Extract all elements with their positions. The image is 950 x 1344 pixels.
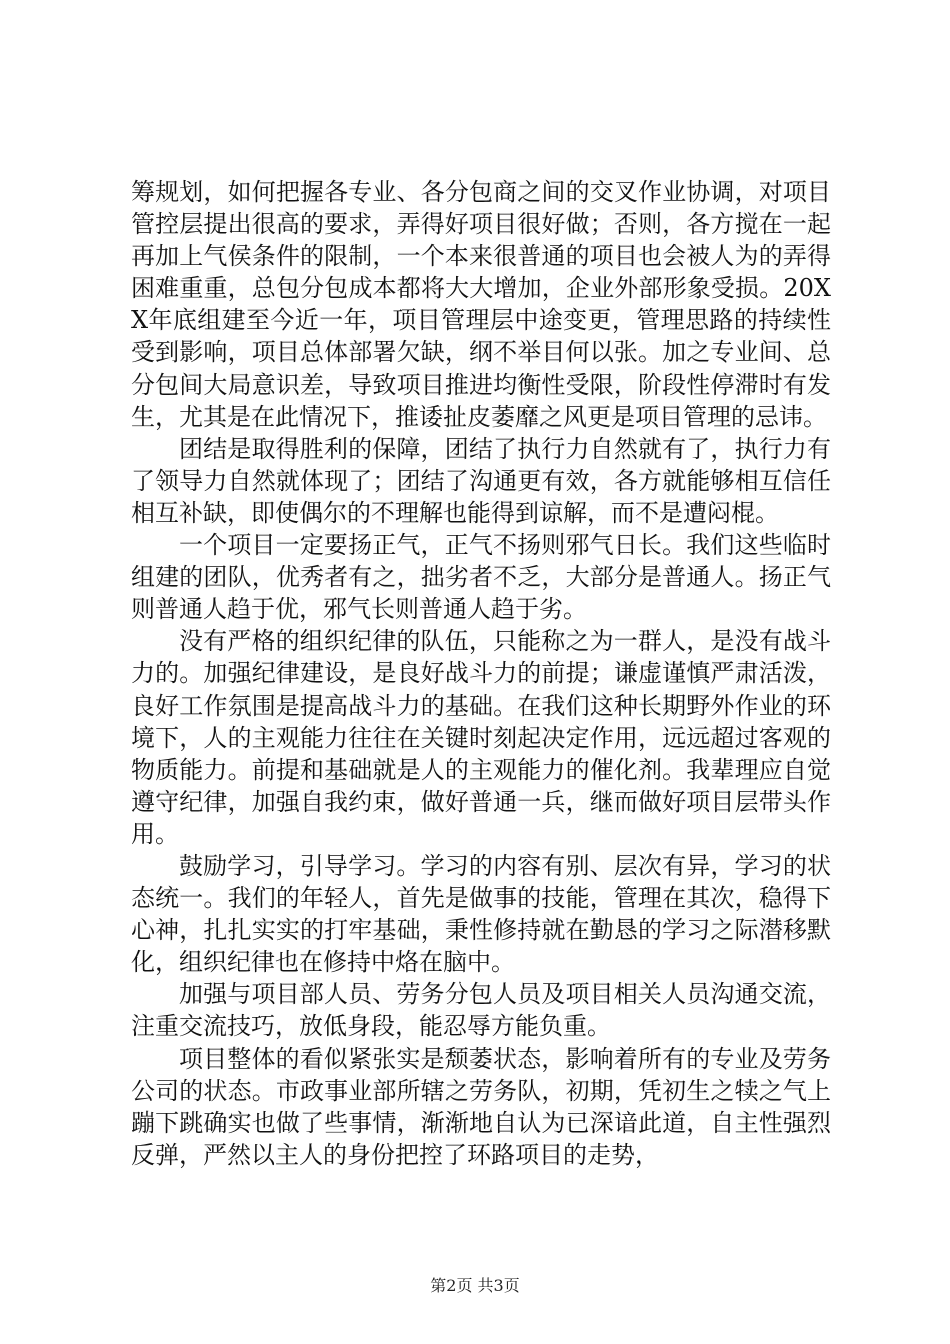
paragraph-7: 项目整体的看似紧张实是颓萎状态，影响着所有的专业及劳务公司的状态。市政事业部所辖之劳务队，初期，凭初生之犊之气上蹦下跳确实也做了些事情，渐渐地自认为已深谙此道，自主性强烈反弹，严然以主人的身份把控了环路项目的走势，	[131, 1044, 831, 1169]
paragraph-2: 团结是取得胜利的保障，团结了执行力自然就有了，执行力有了领导力自然就体现了；团结了沟通更有效，各方就能够相互信任相互补缺，即使偶尔的不理解也能得到谅解，而不是遭闷棍。	[131, 434, 831, 527]
document-body	[131, 176, 831, 1171]
paragraph-6: 加强与项目部人员、劳务分包人员及项目相关人员沟通交流，注重交流技巧，放低身段，能忍辱方能负重。	[131, 980, 831, 1041]
paragraph-4: 没有严格的组织纪律的队伍，只能称之为一群人，是没有战斗力的。加强纪律建设，是良好战斗力的前提；谦虚谨慎严肃活泼，良好工作氛围是提高战斗力的基础。在我们这种长期野外作业的环境下，人的主观能力往往在关键时刻起决定作用，远远超过客观的物质能力。前提和基础就是人的主观能力的催化剂。我辈理应自觉遵守纪律，加强自我约束，做好普通一兵，继而做好项目层带头作用。	[131, 627, 831, 848]
paragraph-3: 一个项目一定要扬正气，正气不扬则邪气日长。我们这些临时组建的团队，优秀者有之，拙劣者不乏，大部分是普通人。扬正气则普通人趋于优，邪气长则普通人趋于劣。	[131, 531, 831, 624]
page-footer	[0, 1276, 950, 1296]
paragraph-1: 筹规划，如何把握各专业、各分包商之间的交叉作业协调，对项目管控层提出很高的要求，弄得好项目很好做；否则，各方搅在一起再加上气侯条件的限制，一个本来很普通的项目也会被人为的弄得困难重重，总包分包成本都将大大增加，企业外部形象受损。20XX年底组建至今近一年，项目管理层中途变更，管理思路的持续性受到影响，项目总体部署欠缺，纲不举目何以张。加之专业间、总分包间大局意识差，导致项目推进均衡性受限，阶段性停滞时有发生，尤其是在此情况下，推诿扯皮萎靡之风更是项目管理的忌讳。	[131, 178, 831, 431]
paragraph-5: 鼓励学习，引导学习。学习的内容有别、层次有异，学习的状态统一。我们的年轻人，首先是做事的技能，管理在其次，稳得下心神，扎扎实实的打牢基础，秉性修持就在勤恳的学习之际潜移默化，组织纪律也在修持中烙在脑中。	[131, 851, 831, 977]
page-indicator: 第2页 共3页	[430, 1276, 520, 1295]
